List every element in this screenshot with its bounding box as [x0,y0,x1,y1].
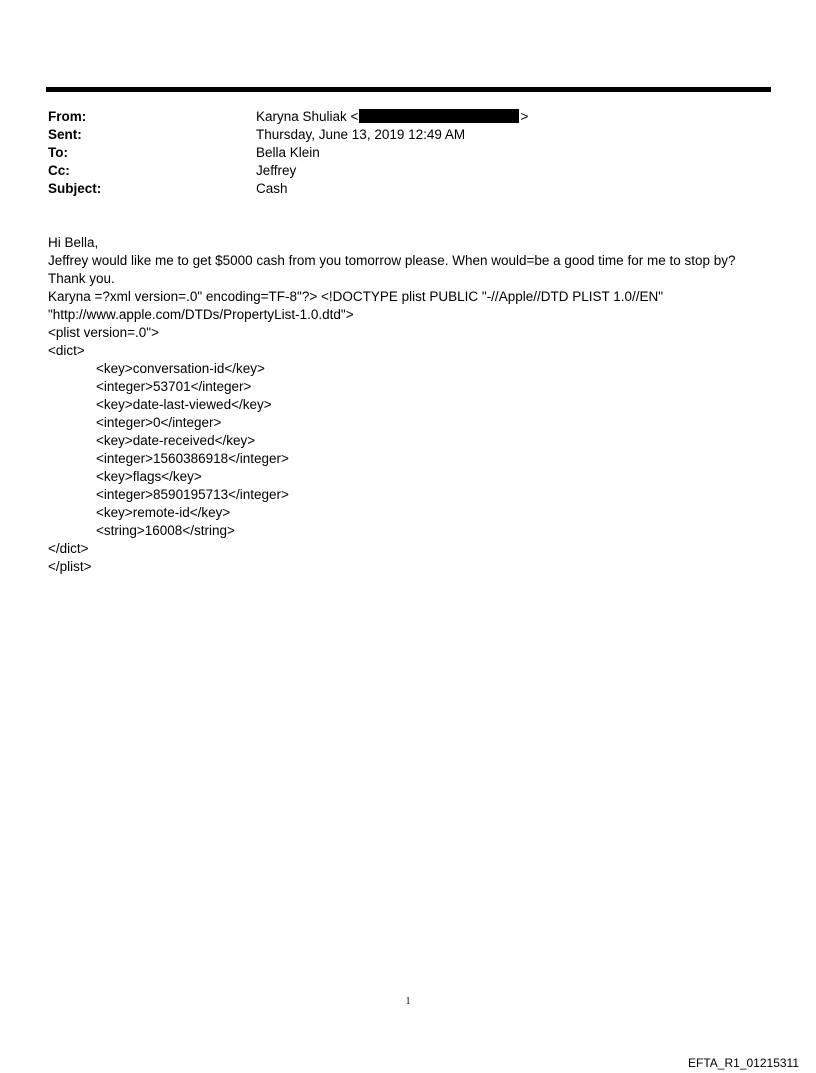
body-line: <dict> [48,343,85,358]
body-line: <plist version=.0"> [48,325,159,340]
document-id: EFTA_R1_01215311 [688,1056,799,1070]
body-line: Hi Bella, [48,235,99,250]
from-value [256,108,528,126]
from-label: From: [48,109,87,124]
plist-line: <key>flags</key> [96,469,202,484]
to-value: Bella Klein [256,145,320,160]
email-body [48,234,778,576]
cc-value: Jeffrey [256,163,297,178]
plist-line: <string>16008</string> [96,523,235,538]
from-close: > [520,109,529,124]
subject-label: Subject: [48,181,102,196]
plist-line: <key>remote-id</key> [96,505,231,520]
plist-line: <integer>0</integer> [96,415,222,430]
sent-label: Sent: [48,127,82,142]
plist-line: <integer>8590195713</integer> [96,487,289,502]
plist-line: <key>conversation-id</key> [96,361,265,376]
redaction-box [359,109,519,123]
body-line: Karyna =?xml version=.0" encoding=TF-8"?> <!DOCTYPE plist PUBLIC "-//Apple//DTD PLIST 1.0//EN" [48,289,664,304]
body-line: "http://www.apple.com/DTDs/PropertyList-1.0.dtd"> [48,307,354,322]
header-rule [46,87,771,92]
body-line: Jeffrey would like me to get $5000 cash from you tomorrow please. When would=be a good time for me to stop by? [48,253,736,268]
sent-value: Thursday, June 13, 2019 12:49 AM [256,127,466,142]
plist-line: <key>date-received</key> [96,433,256,448]
cc-label: Cc: [48,163,70,178]
page-number: 1 [405,996,411,1007]
from-name: Karyna Shuliak < [256,109,359,124]
subject-value: Cash [256,181,288,196]
body-line: </dict> [48,541,89,556]
plist-line: <key>date-last-viewed</key> [96,397,272,412]
to-label: To: [48,145,68,160]
plist-line: <integer>1560386918</integer> [96,451,289,466]
plist-line: <integer>53701</integer> [96,379,252,394]
body-line: </plist> [48,559,92,574]
body-line: Thank you. [48,271,115,286]
